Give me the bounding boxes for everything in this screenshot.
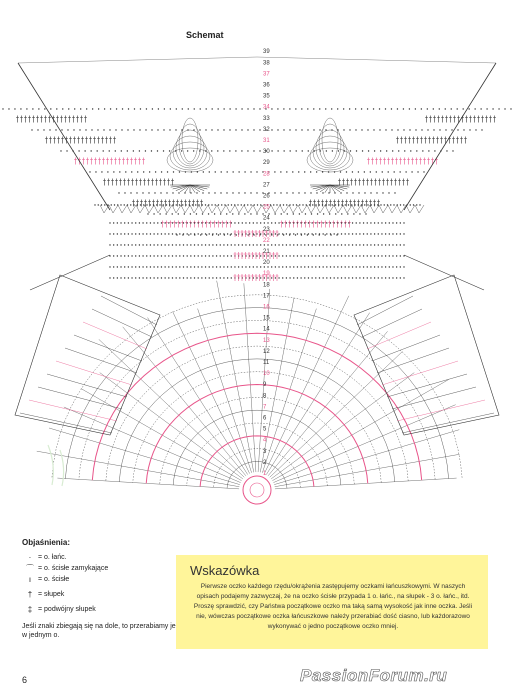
row-label: 19 bbox=[263, 271, 270, 278]
legend-item-double bbox=[22, 590, 192, 599]
legend bbox=[22, 538, 192, 640]
row-label: 14 bbox=[263, 326, 270, 333]
row-label: 18 bbox=[263, 282, 270, 289]
legend-item-single bbox=[22, 575, 192, 584]
row-label: 32 bbox=[263, 126, 270, 133]
watermark: PassionForum.ru bbox=[300, 666, 448, 685]
row-label: 28 bbox=[263, 171, 270, 178]
legend-label: = o. łańc. bbox=[38, 554, 67, 561]
row-label: 12 bbox=[263, 348, 270, 355]
row-label: 25 bbox=[263, 204, 270, 211]
row-label: 16 bbox=[263, 304, 270, 311]
row-label: 23 bbox=[263, 226, 270, 233]
row-label: 22 bbox=[263, 237, 270, 244]
row-label: 26 bbox=[263, 193, 270, 200]
slip-stitch-icon: ⌒ bbox=[26, 564, 34, 573]
row-label: 13 bbox=[263, 337, 270, 344]
row-label: 7 bbox=[263, 404, 267, 411]
row-label: 27 bbox=[263, 182, 270, 189]
legend-label: = o. ścisłe zamykające bbox=[38, 565, 109, 572]
tip-title: Wskazówka bbox=[190, 563, 260, 578]
row-label: 6 bbox=[263, 415, 267, 422]
row-label: 38 bbox=[263, 60, 270, 67]
double-crochet-icon: † bbox=[27, 590, 33, 599]
row-label: 11 bbox=[263, 360, 270, 366]
single-crochet-icon: ı bbox=[28, 575, 32, 584]
row-label: 1 bbox=[263, 471, 267, 477]
row-label: 21 bbox=[263, 249, 270, 255]
tip-box bbox=[176, 555, 488, 649]
row-label: 10 bbox=[263, 371, 270, 378]
row-label: 9 bbox=[263, 382, 267, 389]
row-label: 2 bbox=[263, 459, 267, 466]
row-label: 20 bbox=[263, 260, 270, 267]
tip-text: Pierwsze oczko każdego rzędu/okrążenia zastępujemy oczkami łańcuszkowymi. W naszych opisach podajemy zazwyczaj, że na oczko ścisłe przypada 1 o. łańc., na słupek - 3 o. łańc., itd. Proszę sprawdzić, czy Państwa początkowe oczko ma taką samą wysokość jak inne oczka. Jeśli nie, wówczas początkowe oczka łańcuszkowe należy przerabiać dość ciasno, lub każdorazowo wykonywać o jedno początkowe oczko mniej. bbox=[193, 583, 473, 630]
row-label: 29 bbox=[263, 160, 270, 167]
legend-heading: Objaśnienia: bbox=[22, 538, 71, 547]
row-label: 33 bbox=[263, 115, 270, 122]
legend-note: Jeśli znaki zbiegają się na dole, to przerabiamy je w jednym o. bbox=[22, 623, 176, 639]
row-label: 39 bbox=[263, 49, 270, 56]
legend-label: = o. ścisłe bbox=[38, 576, 70, 583]
legend-label: = słupek bbox=[38, 591, 65, 598]
row-label: 34 bbox=[263, 104, 270, 111]
row-label: 31 bbox=[263, 138, 270, 144]
legend-item-treble bbox=[22, 605, 192, 614]
row-label: 35 bbox=[263, 93, 270, 100]
row-label: 36 bbox=[263, 82, 270, 89]
row-labels bbox=[263, 49, 270, 477]
row-label: 15 bbox=[263, 315, 270, 322]
legend-item-chain bbox=[22, 553, 192, 562]
row-label: 4 bbox=[263, 437, 267, 444]
row-label: 3 bbox=[263, 448, 267, 455]
legend-item-slip bbox=[22, 564, 192, 573]
row-label: 5 bbox=[263, 426, 267, 433]
legend-label: = podwójny słupek bbox=[38, 606, 96, 613]
page-title: Schemat bbox=[186, 30, 224, 40]
row-label: 24 bbox=[263, 215, 270, 222]
row-label: 8 bbox=[263, 393, 267, 400]
treble-crochet-icon: ‡ bbox=[27, 605, 33, 614]
chain-stitch-icon: · bbox=[28, 553, 32, 562]
stitch-grid bbox=[2, 57, 511, 504]
crochet-chart bbox=[0, 45, 514, 515]
row-label: 17 bbox=[263, 293, 270, 300]
page-number: 6 bbox=[22, 675, 28, 685]
row-label: 30 bbox=[263, 149, 270, 156]
row-label: 37 bbox=[263, 71, 270, 78]
